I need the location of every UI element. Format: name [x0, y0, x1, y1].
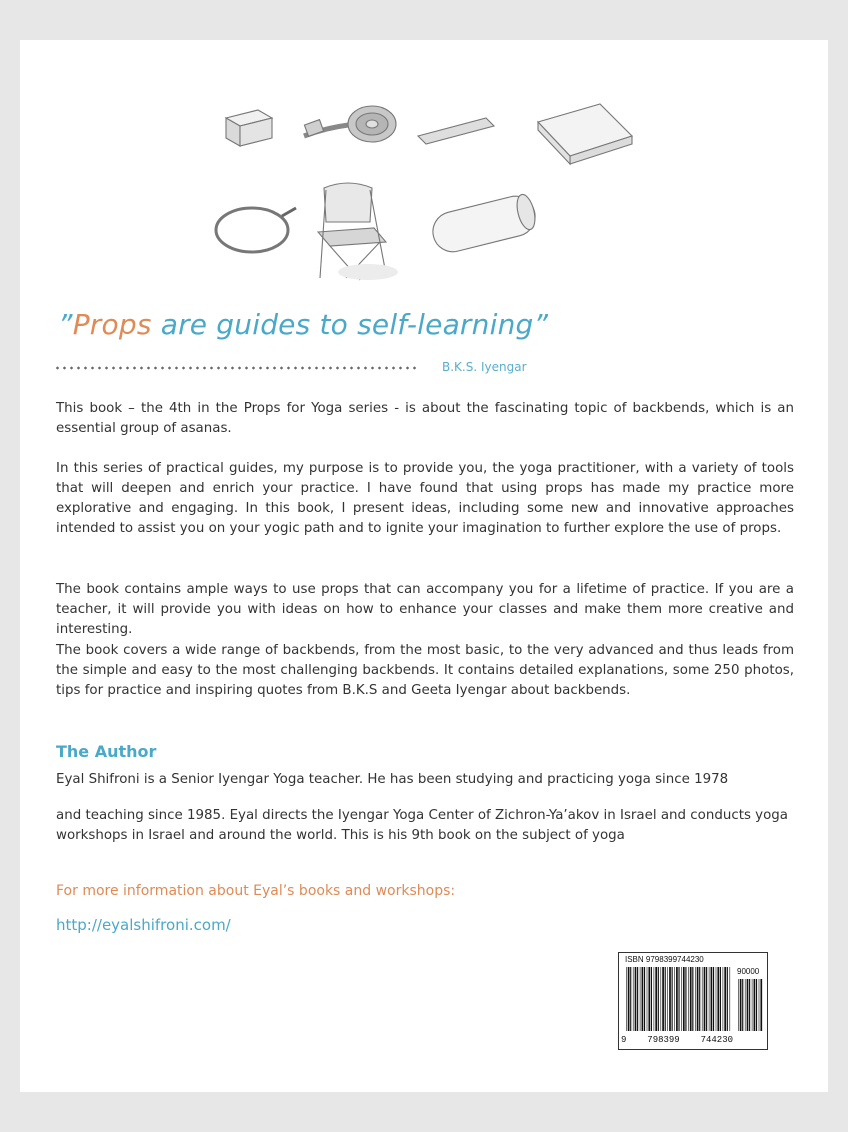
folding-chair-icon	[318, 183, 398, 280]
barcode-bar	[759, 979, 760, 1031]
barcode-bar	[745, 979, 746, 1031]
barcode-bar	[738, 979, 739, 1031]
barcode-bar	[667, 967, 668, 1031]
barcode-bar	[756, 979, 757, 1031]
folded-blanket-icon	[538, 104, 632, 164]
quote	[58, 308, 548, 341]
dotted-divider	[54, 366, 416, 370]
barcode-bar	[723, 967, 724, 1031]
barcode-bar	[747, 979, 749, 1031]
quote-open-mark: ”	[58, 308, 73, 341]
barcode-bar	[669, 967, 671, 1031]
barcode-digits	[621, 1035, 733, 1045]
bolster-icon	[429, 192, 540, 256]
barcode-bar	[697, 967, 699, 1031]
barcode-bar	[662, 967, 664, 1031]
barcode-bar	[678, 967, 679, 1031]
props-illustration	[20, 40, 828, 340]
barcode-bar	[713, 967, 714, 1031]
info-text: For more information about Eyal’s books and workshops:	[56, 883, 456, 899]
barcode-bar	[717, 967, 719, 1031]
quote-highlight: Props	[72, 308, 152, 341]
paragraph-intro: This book – the 4th in the Props for Yoga series - is about the fascinating topic of backbends, which is an essential group of asanas.	[56, 401, 794, 436]
addon-number: 90000	[737, 967, 760, 976]
author-heading: The Author	[56, 742, 157, 761]
barcode-bar	[720, 967, 721, 1031]
quote-attribution: B.K.S. Iyengar	[442, 360, 527, 374]
barcode-bar	[699, 967, 700, 1031]
addon-barcode-bars	[737, 979, 763, 1031]
barcode-bar	[674, 967, 675, 1031]
barcode-bar	[635, 967, 637, 1031]
barcode-bar	[630, 967, 631, 1031]
website-link[interactable]: http://eyalshifroni.com/	[56, 916, 231, 934]
barcode-bar	[716, 967, 717, 1031]
back-cover	[20, 40, 828, 1092]
barcode-bar	[695, 967, 696, 1031]
author-line-1: Eyal Shifroni is a Senior Iyengar Yoga teacher. He has been studying and practicing yoga since 1978	[56, 772, 729, 787]
barcode-bar	[702, 967, 703, 1031]
paragraph-teacher: The book contains ample ways to use props that can accompany you for a lifetime of practice. If you are a teacher, it will provide you with ideas on how to enhance your classes and make them more creative and interesting.	[56, 582, 794, 637]
quote-rest: are guides to self-learning	[151, 308, 534, 341]
quote-close-mark: ”	[533, 308, 549, 341]
barcode-bar	[724, 967, 726, 1031]
isbn-label: ISBN 9798399744230	[625, 955, 704, 964]
barcode-bar	[676, 967, 678, 1031]
barcode-bar	[711, 967, 713, 1031]
paragraph-purpose: In this series of practical guides, my purpose is to provide you, the yoga practitioner, with a variety of tools that will deepen and enrich your practice. I have found that using props has made my practice more explorative and engaging. In this book, I present ideas, including some new and innovative approaches intended to assist you on your yogic path and to ignite your imagination to further explore the use of props.	[56, 461, 794, 536]
foam-strip-icon	[418, 118, 494, 144]
barcode-bar	[658, 967, 659, 1031]
barcode-digit-prefix: 9	[621, 1035, 627, 1045]
barcode-bar	[642, 967, 644, 1031]
isbn-barcode	[618, 952, 768, 1050]
barcode-bar	[640, 967, 641, 1031]
barcode-bar	[637, 967, 638, 1031]
barcode-digit-left: 798399	[647, 1035, 680, 1045]
barcode-bar	[628, 967, 630, 1031]
barcode-bar	[742, 979, 743, 1031]
yoga-block-icon	[226, 110, 272, 146]
barcode-bar	[685, 967, 686, 1031]
barcode-bar	[754, 979, 756, 1031]
barcode-bar	[752, 979, 753, 1031]
barcode-bar	[661, 967, 662, 1031]
barcode-bar	[740, 979, 742, 1031]
barcode-bar	[692, 967, 693, 1031]
barcode-bar	[709, 967, 710, 1031]
barcode-bar	[633, 967, 634, 1031]
barcode-bar	[730, 967, 731, 1031]
barcode-bar	[683, 967, 685, 1031]
barcode-bar	[651, 967, 652, 1031]
barcode-bar	[644, 967, 645, 1031]
barcode-bar	[688, 967, 689, 1031]
barcode-bar	[665, 967, 666, 1031]
barcode-bar	[749, 979, 750, 1031]
barcode-bar	[672, 967, 673, 1031]
barcode-bar	[681, 967, 682, 1031]
barcode-bar	[690, 967, 692, 1031]
rope-icon	[216, 208, 296, 252]
barcode-bar	[626, 967, 627, 1031]
yoga-strap-icon	[304, 106, 396, 142]
barcode-bar	[654, 967, 655, 1031]
barcode-bar	[655, 967, 657, 1031]
barcode-bar	[648, 967, 650, 1031]
barcode-bar	[647, 967, 648, 1031]
barcode-bar	[760, 979, 762, 1031]
barcode-digit-right: 744230	[700, 1035, 733, 1045]
paragraph-coverage: The book covers a wide range of backbends, from the most basic, to the very advanced and thus leads from the simple and easy to the most challenging backbends. It contains detailed explanations, some 250 photos, tips for practice and inspiring quotes from B.K.S and Geeta Iyengar about backbends.	[56, 643, 794, 698]
author-line-2: and teaching since 1985. Eyal directs the Iyengar Yoga Center of Zichron-Ya’akov in Israel and conducts yoga workshops in Israel and around the world. This is his 9th book on the subject of yoga	[56, 808, 789, 843]
main-barcode-bars	[625, 967, 731, 1031]
barcode-bar	[704, 967, 706, 1031]
barcode-bar	[727, 967, 728, 1031]
barcode-bar	[706, 967, 707, 1031]
